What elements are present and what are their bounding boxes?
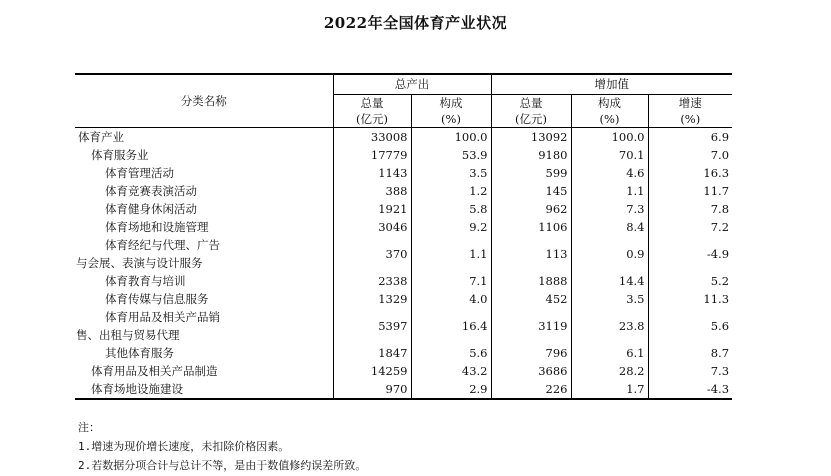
table-row	[75, 218, 732, 236]
added-share: 23.8	[571, 308, 648, 344]
row-label: 体育场地设施建设	[75, 380, 333, 399]
row-label: 体育产业	[78, 129, 124, 144]
row-label: 体育传媒与信息服务	[105, 291, 209, 306]
table-row	[75, 362, 732, 380]
added-share: 1.1	[571, 182, 648, 200]
added-share: 0.9	[571, 236, 648, 272]
added-share: 7.3	[571, 200, 648, 218]
header-category: 分类名称	[75, 74, 333, 128]
growth: 5.6	[648, 308, 732, 344]
note-1: 1.增速为现价增长速度，未扣除价格因素。	[78, 440, 290, 453]
table-row	[75, 200, 732, 218]
growth: 6.9	[648, 128, 732, 147]
sports-industry-table	[75, 73, 732, 400]
row-label: 体育场地和设施管理	[105, 219, 209, 234]
table-row	[75, 290, 732, 308]
growth: 8.7	[648, 344, 732, 362]
growth: 7.8	[648, 200, 732, 218]
added-share: 3.5	[571, 290, 648, 308]
table-row	[75, 182, 732, 200]
growth: 16.3	[648, 164, 732, 182]
output-share: 9.2	[411, 218, 491, 236]
growth: 11.7	[648, 182, 732, 200]
row-label: 体育竞赛表演活动	[105, 183, 197, 198]
header-added-total-unit: (亿元)	[491, 111, 571, 128]
growth: 7.0	[648, 146, 732, 164]
row-label	[75, 236, 333, 272]
added-share: 1.7	[571, 380, 648, 399]
output-total: 370	[333, 236, 411, 272]
output-total: 1143	[333, 164, 411, 182]
header-added-share-unit: (%)	[571, 111, 648, 128]
header-output-total-unit: (亿元)	[333, 111, 411, 128]
added-share: 70.1	[571, 146, 648, 164]
row-label: 体育健身休闲活动	[105, 201, 197, 216]
table-row	[75, 128, 732, 147]
header-growth: 增速	[648, 95, 732, 112]
table-row	[75, 344, 732, 362]
output-share: 43.2	[411, 362, 491, 380]
output-total: 388	[333, 182, 411, 200]
header-output-share: 构成	[411, 95, 491, 112]
header-group-output: 总产出	[333, 74, 491, 95]
table-row	[75, 146, 732, 164]
row-label-line2: 与会展、表演与设计服务	[76, 256, 203, 270]
output-total: 14259	[333, 362, 411, 380]
output-total: 17779	[333, 146, 411, 164]
growth: 7.3	[648, 362, 732, 380]
output-total: 1847	[333, 344, 411, 362]
added-total: 3686	[491, 362, 571, 380]
added-share: 28.2	[571, 362, 648, 380]
output-share: 7.1	[411, 272, 491, 290]
output-share: 1.2	[411, 182, 491, 200]
growth: 5.2	[648, 272, 732, 290]
added-total: 9180	[491, 146, 571, 164]
row-label: 体育管理活动	[105, 165, 174, 180]
output-share: 4.0	[411, 290, 491, 308]
output-total: 970	[333, 380, 411, 399]
table-row	[75, 272, 732, 290]
added-share: 14.4	[571, 272, 648, 290]
growth: 7.2	[648, 218, 732, 236]
row-label: 其他体育服务	[105, 345, 174, 360]
output-total: 1921	[333, 200, 411, 218]
output-share: 53.9	[411, 146, 491, 164]
page-title: 2022年全国体育产业状况	[323, 14, 508, 32]
table-row	[75, 236, 732, 272]
added-share: 4.6	[571, 164, 648, 182]
table-row	[75, 164, 732, 182]
output-share: 2.9	[411, 380, 491, 399]
added-total: 3119	[491, 308, 571, 344]
header-growth-unit: (%)	[648, 111, 732, 128]
row-label: 体育用品及相关产品制造	[91, 363, 218, 378]
added-total: 145	[491, 182, 571, 200]
output-share: 100.0	[411, 128, 491, 147]
added-total: 113	[491, 236, 571, 272]
added-total: 452	[491, 290, 571, 308]
header-added-share: 构成	[571, 95, 648, 112]
output-share: 1.1	[411, 236, 491, 272]
header-output-total: 总量	[333, 95, 411, 112]
output-share: 5.6	[411, 344, 491, 362]
added-share: 100.0	[571, 128, 648, 147]
header-group-added-value: 增加值	[491, 74, 732, 95]
output-total: 3046	[333, 218, 411, 236]
row-label-line1: 体育用品及相关产品销	[105, 310, 220, 324]
output-total: 2338	[333, 272, 411, 290]
added-total: 226	[491, 380, 571, 399]
added-total: 1888	[491, 272, 571, 290]
row-label: 体育服务业	[91, 147, 149, 162]
notes	[78, 418, 366, 475]
growth: -4.9	[648, 236, 732, 272]
header-added-total: 总量	[491, 95, 571, 112]
row-label	[75, 308, 333, 344]
added-total: 796	[491, 344, 571, 362]
growth: -4.3	[648, 380, 732, 399]
header-output-share-unit: (%)	[411, 111, 491, 128]
note-2: 2.若数据分项合计与总计不等，是由于数值修约误差所致。	[78, 459, 367, 472]
added-total: 13092	[491, 128, 571, 147]
added-share: 8.4	[571, 218, 648, 236]
row-label-line1: 体育经纪与代理、广告	[105, 238, 220, 252]
growth: 11.3	[648, 290, 732, 308]
output-total: 33008	[333, 128, 411, 147]
row-label: 体育教育与培训	[105, 273, 186, 288]
added-total: 962	[491, 200, 571, 218]
output-share: 5.8	[411, 200, 491, 218]
added-total: 599	[491, 164, 571, 182]
output-total: 5397	[333, 308, 411, 344]
output-share: 16.4	[411, 308, 491, 344]
added-total: 1106	[491, 218, 571, 236]
notes-label: 注：	[78, 421, 100, 434]
output-total: 1329	[333, 290, 411, 308]
output-share: 3.5	[411, 164, 491, 182]
added-share: 6.1	[571, 344, 648, 362]
table-row	[75, 380, 732, 399]
table-row	[75, 308, 732, 344]
row-label-line2: 售、出租与贸易代理	[76, 328, 180, 342]
